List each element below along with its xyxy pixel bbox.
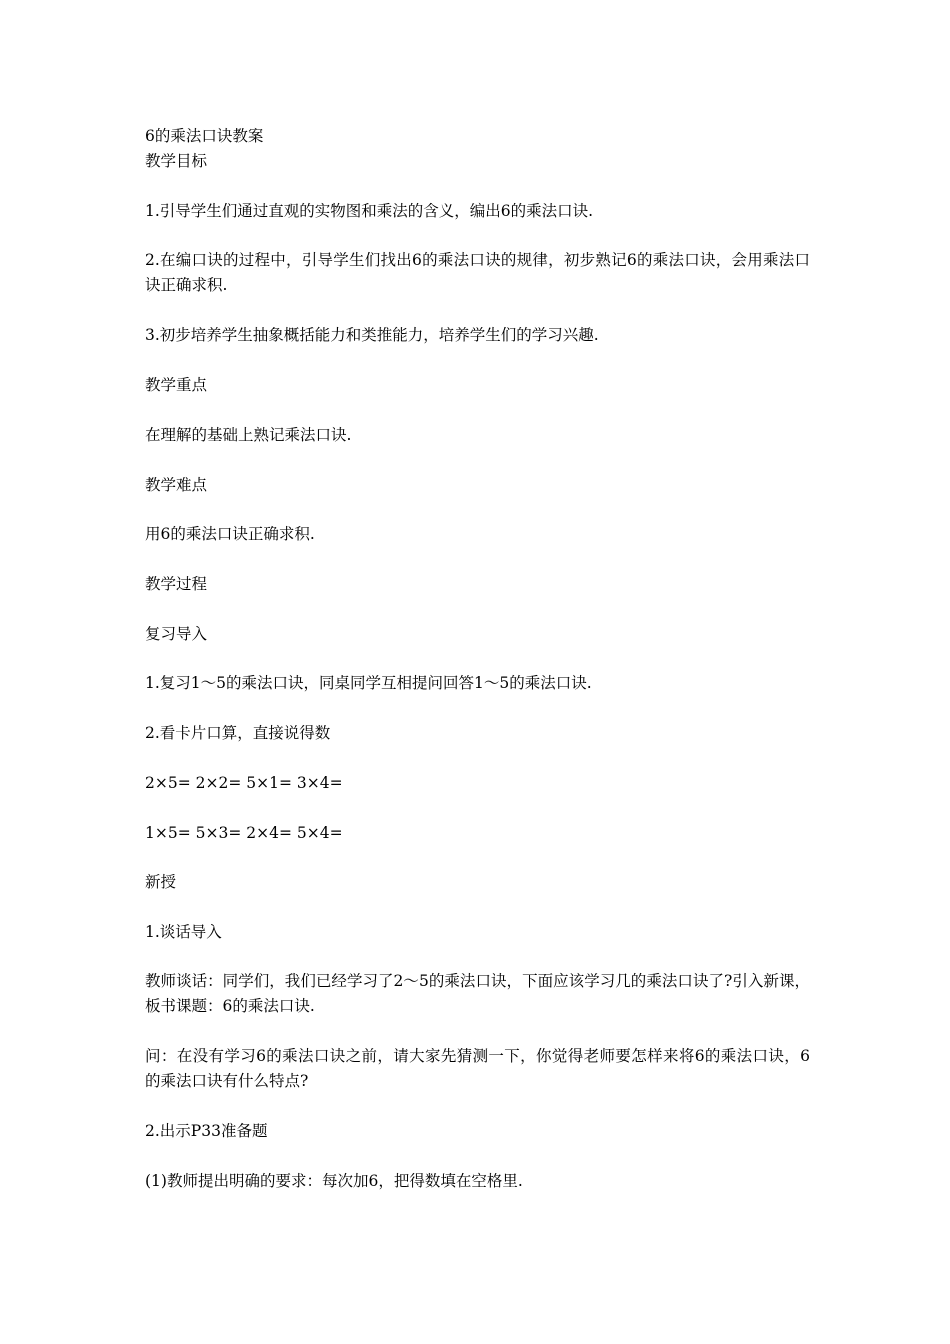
section-heading-new-lesson: 新授 — [145, 873, 177, 891]
document-title: 6的乘法口诀教案 — [145, 127, 264, 145]
goal-3-paragraph: 3.初步培养学生抽象概括能力和类推能力，培养学生们的学习兴趣. — [145, 326, 599, 344]
section-heading-key-points: 教学重点 — [145, 376, 208, 394]
review-step-1-paragraph: 1.复习1～5的乘法口诀，同桌同学互相提问回答1～5的乘法口诀. — [145, 674, 592, 692]
mental-math-row-2: 1×5= 5×3= 2×4= 5×4= — [145, 824, 343, 842]
goal-2-paragraph: 2.在编口诀的过程中，引导学生们找出6的乘法口诀的规律，初步熟记6的乘法口诀，会用乘法口诀正确求积. — [145, 251, 810, 294]
review-step-2-paragraph: 2.看卡片口算，直接说得数 — [145, 724, 331, 742]
new-lesson-step-1-paragraph: 1.谈话导入 — [145, 923, 222, 941]
key-points-paragraph: 在理解的基础上熟记乘法口诀. — [145, 426, 352, 444]
section-heading-difficulties: 教学难点 — [145, 476, 208, 494]
teacher-talk-paragraph: 教师谈话：同学们，我们已经学习了2～5的乘法口诀，下面应该学习几的乘法口诀了?引入新课，板书课题：6的乘法口诀. — [145, 972, 810, 1015]
teacher-requirement-paragraph: (1)教师提出明确的要求：每次加6，把得数填在空格里. — [145, 1172, 523, 1190]
difficulties-paragraph: 用6的乘法口诀正确求积. — [145, 525, 315, 543]
section-heading-teaching-goals: 教学目标 — [145, 152, 208, 170]
section-heading-teaching-process: 教学过程 — [145, 575, 208, 593]
mental-math-row-1: 2×5= 2×2= 5×1= 3×4= — [145, 774, 343, 792]
question-paragraph: 问：在没有学习6的乘法口诀之前，请大家先猜测一下，你觉得老师要怎样来将6的乘法口诀，6的乘法口诀有什么特点? — [145, 1047, 810, 1090]
new-lesson-step-2-paragraph: 2.出示P33准备题 — [145, 1122, 268, 1140]
section-heading-review-intro: 复习导入 — [145, 625, 208, 643]
goal-1-paragraph: 1.引导学生们通过直观的实物图和乘法的含义，编出6的乘法口诀. — [145, 202, 594, 220]
